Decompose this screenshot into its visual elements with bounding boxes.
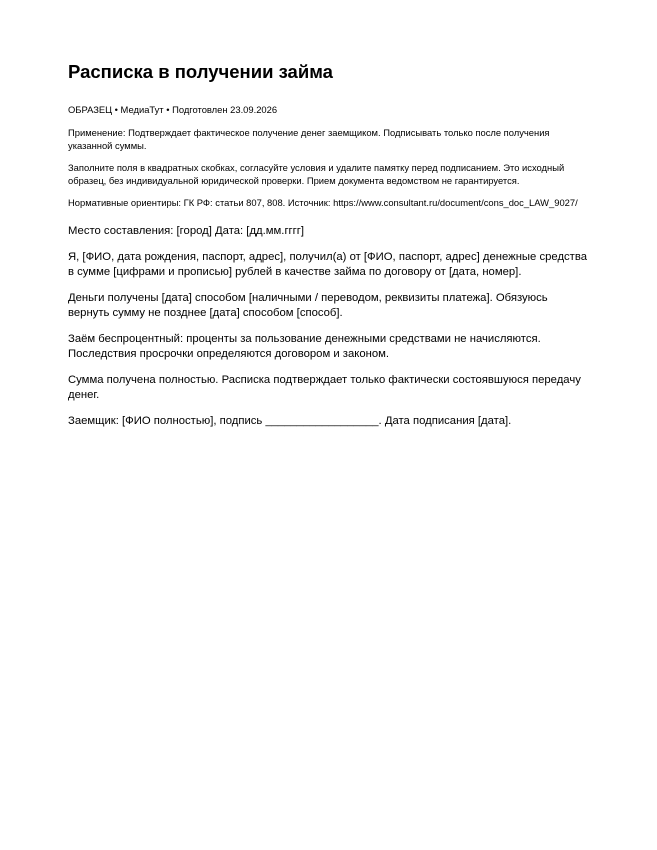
usage-note: Применение: Подтверждает фактическое получение денег заемщиком. Подписывать только после получения указанной суммы. bbox=[68, 127, 550, 151]
document-meta: ОБРАЗЕЦ • МедиаТут • Подготовлен 23.09.2026 bbox=[68, 104, 278, 115]
confirmation-statement: Сумма получена полностью. Расписка подтверждает только фактически состоявшуюся передачу денег. bbox=[68, 373, 581, 401]
receipt-statement: Я, [ФИО, дата рождения, паспорт, адрес], получил(а) от [ФИО, паспорт, адрес] денежные средства в сумме [цифрами и прописью] рублей в качестве займа по договору от [дата, номер]. bbox=[68, 250, 588, 278]
interest-terms: Заём беспроцентный: проценты за пользование денежными средствами не начисляются. Последствия просрочки определяются договором и законом. bbox=[68, 332, 541, 360]
fill-instructions-note: Заполните поля в квадратных скобках, согласуйте условия и удалите памятку перед подписанием. Это исходный образец, без индивидуальной юридической проверки. Прием документа ведомством не гарантируется. bbox=[68, 162, 565, 186]
document-title: Расписка в получении займа bbox=[68, 61, 333, 82]
legal-reference-note: Нормативные ориентиры: ГК РФ: статьи 807, 808. Источник: https://www.consultant.ru/document/cons_doc_LAW_9027/ bbox=[68, 197, 578, 208]
place-date-line: Место составления: [город] Дата: [дд.мм.гггг] bbox=[68, 224, 305, 237]
payment-terms: Деньги получены [дата] способом [наличными / переводом, реквизиты платежа]. Обязуюсь вернуть сумму не позднее [дата] способом [способ]. bbox=[68, 291, 548, 319]
signature-line: Заемщик: [ФИО полностью], подпись __________________. Дата подписания [дата]. bbox=[68, 414, 512, 427]
